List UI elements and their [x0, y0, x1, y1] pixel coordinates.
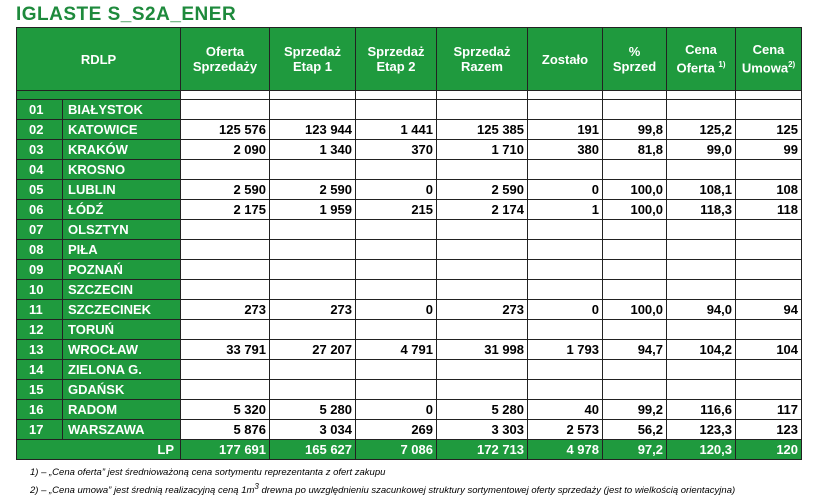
rdlp-number: 01	[17, 100, 63, 120]
table-row	[17, 420, 802, 440]
footnotes	[30, 466, 735, 498]
cell-razem: 5 280	[437, 400, 528, 420]
cell-etap1	[270, 360, 356, 380]
cell-etap2: 370	[356, 140, 437, 160]
total-oferta: 177 691	[181, 440, 270, 460]
cell-etap1: 123 944	[270, 120, 356, 140]
cell-etap2: 1 441	[356, 120, 437, 140]
cell-zostalo	[528, 260, 603, 280]
rdlp-number: 14	[17, 360, 63, 380]
cell-cena-umowa: 118	[736, 200, 802, 220]
cell-proc	[603, 320, 667, 340]
cell-razem	[437, 220, 528, 240]
table-header-row	[17, 28, 802, 91]
cell-razem	[437, 280, 528, 300]
cell-oferta: 33 791	[181, 340, 270, 360]
total-etap1: 165 627	[270, 440, 356, 460]
table-row	[17, 340, 802, 360]
cell-etap1	[270, 380, 356, 400]
cell-etap1: 27 207	[270, 340, 356, 360]
cell-cena-umowa	[736, 240, 802, 260]
cell-cena-umowa: 94	[736, 300, 802, 320]
header-etap2: Sprzedaż Etap 2	[356, 28, 437, 91]
cell-proc	[603, 380, 667, 400]
cell-razem	[437, 160, 528, 180]
rdlp-number: 09	[17, 260, 63, 280]
cell-oferta: 125 576	[181, 120, 270, 140]
cell-cena-umowa	[736, 160, 802, 180]
rdlp-number: 04	[17, 160, 63, 180]
cell-proc	[603, 220, 667, 240]
table-row	[17, 140, 802, 160]
rdlp-name: GDAŃSK	[63, 380, 181, 400]
rdlp-name: OLSZTYN	[63, 220, 181, 240]
cell-cena-umowa: 117	[736, 400, 802, 420]
cell-etap2: 0	[356, 180, 437, 200]
cell-proc	[603, 240, 667, 260]
cell-zostalo: 380	[528, 140, 603, 160]
cell-razem	[437, 360, 528, 380]
cell-zostalo: 191	[528, 120, 603, 140]
rdlp-name: WARSZAWA	[63, 420, 181, 440]
cell-razem	[437, 320, 528, 340]
cell-zostalo	[528, 160, 603, 180]
table-row	[17, 160, 802, 180]
table-row	[17, 180, 802, 200]
cell-razem	[437, 260, 528, 280]
cell-etap2: 0	[356, 400, 437, 420]
cell-etap2: 269	[356, 420, 437, 440]
rdlp-number: 06	[17, 200, 63, 220]
cell-oferta	[181, 160, 270, 180]
cell-oferta	[181, 220, 270, 240]
cell-etap1	[270, 220, 356, 240]
cell-cena-oferta	[667, 220, 736, 240]
cell-etap1	[270, 160, 356, 180]
table-row	[17, 200, 802, 220]
cell-etap1: 1 340	[270, 140, 356, 160]
cell-etap2	[356, 320, 437, 340]
header-cena-umowa: Cena Umowa$^{2)}$	[736, 28, 802, 91]
page-title: IGLASTE S_S2A_ENER	[16, 4, 237, 25]
cell-cena-oferta	[667, 280, 736, 300]
cell-oferta	[181, 380, 270, 400]
cell-razem: 125 385	[437, 120, 528, 140]
cell-proc: 100,0	[603, 300, 667, 320]
cell-etap1	[270, 100, 356, 120]
cell-oferta	[181, 240, 270, 260]
header-zostalo: Zostało	[528, 28, 603, 91]
rdlp-name: ŁÓDŹ	[63, 200, 181, 220]
cell-cena-umowa	[736, 360, 802, 380]
header-oferta: Oferta Sprzedaży	[181, 28, 270, 91]
cell-cena-oferta	[667, 320, 736, 340]
total-cena-umowa: 120	[736, 440, 802, 460]
total-row	[17, 440, 802, 460]
cell-oferta: 2 175	[181, 200, 270, 220]
rdlp-number: 16	[17, 400, 63, 420]
total-razem: 172 713	[437, 440, 528, 460]
cell-zostalo: 0	[528, 180, 603, 200]
cell-oferta	[181, 320, 270, 340]
cell-etap2	[356, 280, 437, 300]
cell-oferta	[181, 280, 270, 300]
cell-etap1: 2 590	[270, 180, 356, 200]
cell-proc	[603, 360, 667, 380]
cell-zostalo: 1	[528, 200, 603, 220]
spacer-row	[17, 91, 802, 100]
cell-cena-umowa	[736, 320, 802, 340]
cell-zostalo	[528, 360, 603, 380]
cell-cena-umowa: 99	[736, 140, 802, 160]
cell-etap1: 273	[270, 300, 356, 320]
total-proc: 97,2	[603, 440, 667, 460]
cell-oferta: 2 590	[181, 180, 270, 200]
rdlp-name: ZIELONA G.	[63, 360, 181, 380]
cell-proc	[603, 100, 667, 120]
cell-cena-umowa	[736, 280, 802, 300]
cell-cena-oferta: 94,0	[667, 300, 736, 320]
rdlp-name: KROSNO	[63, 160, 181, 180]
rdlp-number: 05	[17, 180, 63, 200]
cell-proc	[603, 160, 667, 180]
cell-proc: 56,2	[603, 420, 667, 440]
cell-proc: 100,0	[603, 200, 667, 220]
cell-cena-oferta: 125,2	[667, 120, 736, 140]
cell-razem: 3 303	[437, 420, 528, 440]
cell-etap2	[356, 100, 437, 120]
table-row	[17, 300, 802, 320]
rdlp-name: KRAKÓW	[63, 140, 181, 160]
rdlp-number: 02	[17, 120, 63, 140]
table-row	[17, 240, 802, 260]
cell-etap2	[356, 220, 437, 240]
cell-zostalo: 2 573	[528, 420, 603, 440]
cell-cena-oferta: 99,0	[667, 140, 736, 160]
rdlp-number: 08	[17, 240, 63, 260]
cell-cena-umowa: 125	[736, 120, 802, 140]
cell-proc: 99,2	[603, 400, 667, 420]
cell-etap1	[270, 320, 356, 340]
rdlp-number: 07	[17, 220, 63, 240]
cell-cena-umowa: 104	[736, 340, 802, 360]
cell-proc: 81,8	[603, 140, 667, 160]
cell-etap1	[270, 260, 356, 280]
cell-razem: 1 710	[437, 140, 528, 160]
rdlp-name: BIAŁYSTOK	[63, 100, 181, 120]
cell-cena-oferta	[667, 160, 736, 180]
cell-etap1: 1 959	[270, 200, 356, 220]
rdlp-number: 10	[17, 280, 63, 300]
cell-etap1	[270, 280, 356, 300]
cell-zostalo	[528, 220, 603, 240]
cell-zostalo	[528, 320, 603, 340]
cell-oferta	[181, 360, 270, 380]
header-etap1: Sprzedaż Etap 1	[270, 28, 356, 91]
rdlp-number: 11	[17, 300, 63, 320]
cell-razem	[437, 380, 528, 400]
cell-cena-oferta	[667, 380, 736, 400]
header-rdlp: RDLP	[17, 28, 181, 91]
cell-oferta: 2 090	[181, 140, 270, 160]
cell-zostalo	[528, 240, 603, 260]
cell-proc	[603, 280, 667, 300]
cell-cena-umowa	[736, 380, 802, 400]
cell-razem	[437, 100, 528, 120]
rdlp-name: POZNAŃ	[63, 260, 181, 280]
cell-cena-oferta: 123,3	[667, 420, 736, 440]
cell-cena-oferta: 108,1	[667, 180, 736, 200]
cell-oferta: 5 876	[181, 420, 270, 440]
cell-etap2	[356, 240, 437, 260]
rdlp-number: 12	[17, 320, 63, 340]
header-proc: % Sprzed	[603, 28, 667, 91]
sales-table	[16, 27, 802, 460]
rdlp-name: KATOWICE	[63, 120, 181, 140]
cell-oferta: 273	[181, 300, 270, 320]
table-row	[17, 360, 802, 380]
cell-cena-umowa	[736, 220, 802, 240]
rdlp-number: 15	[17, 380, 63, 400]
cell-cena-oferta	[667, 260, 736, 280]
cell-razem: 31 998	[437, 340, 528, 360]
cell-proc: 99,8	[603, 120, 667, 140]
cell-etap2: 0	[356, 300, 437, 320]
table-row	[17, 260, 802, 280]
cell-etap1: 3 034	[270, 420, 356, 440]
cell-proc	[603, 260, 667, 280]
table-row	[17, 220, 802, 240]
cell-etap2	[356, 160, 437, 180]
rdlp-name: TORUŃ	[63, 320, 181, 340]
cell-zostalo: 0	[528, 300, 603, 320]
cell-razem: 2 174	[437, 200, 528, 220]
cell-proc: 94,7	[603, 340, 667, 360]
cell-zostalo	[528, 280, 603, 300]
table-row	[17, 380, 802, 400]
rdlp-name: SZCZECINEK	[63, 300, 181, 320]
total-cena-oferta: 120,3	[667, 440, 736, 460]
cell-razem	[437, 240, 528, 260]
cell-cena-oferta: 118,3	[667, 200, 736, 220]
cell-cena-umowa	[736, 260, 802, 280]
cell-cena-umowa	[736, 100, 802, 120]
cell-etap1	[270, 240, 356, 260]
cell-etap2: 215	[356, 200, 437, 220]
total-etap2: 7 086	[356, 440, 437, 460]
cell-etap2	[356, 260, 437, 280]
cell-etap2: 4 791	[356, 340, 437, 360]
rdlp-name: RADOM	[63, 400, 181, 420]
cell-zostalo: 40	[528, 400, 603, 420]
table-row	[17, 120, 802, 140]
rdlp-name: LUBLIN	[63, 180, 181, 200]
rdlp-name: WROCŁAW	[63, 340, 181, 360]
table-row	[17, 400, 802, 420]
cell-zostalo	[528, 100, 603, 120]
total-zostalo: 4 978	[528, 440, 603, 460]
cell-cena-oferta	[667, 240, 736, 260]
total-label: LP	[17, 440, 181, 460]
cell-etap2	[356, 360, 437, 380]
cell-cena-oferta: 104,2	[667, 340, 736, 360]
rdlp-name: PIŁA	[63, 240, 181, 260]
cell-cena-umowa: 123	[736, 420, 802, 440]
cell-etap2	[356, 380, 437, 400]
header-razem: Sprzedaż Razem	[437, 28, 528, 91]
rdlp-number: 13	[17, 340, 63, 360]
footnote-2: 2) – „Cena umowa” jest średnią realizacyjną ceną $1m^3$ drewna po uwzględnieniu szacunkowej struktury sortymentowej oferty sprzedaży (jest to wielkością orientacyjna)	[30, 482, 736, 497]
footnote-1: 1) – „Cena oferta” jest średnioważoną cena sortymentu reprezentanta z ofert zakupu	[30, 467, 386, 478]
cell-oferta: 5 320	[181, 400, 270, 420]
table-row	[17, 280, 802, 300]
cell-cena-oferta	[667, 100, 736, 120]
cell-etap1: 5 280	[270, 400, 356, 420]
cell-cena-umowa: 108	[736, 180, 802, 200]
header-cena-oferta: Cena Oferta $^{1)}$	[667, 28, 736, 91]
cell-cena-oferta: 116,6	[667, 400, 736, 420]
cell-razem: 273	[437, 300, 528, 320]
table-row	[17, 100, 802, 120]
cell-zostalo: 1 793	[528, 340, 603, 360]
rdlp-name: SZCZECIN	[63, 280, 181, 300]
cell-zostalo	[528, 380, 603, 400]
cell-proc: 100,0	[603, 180, 667, 200]
cell-razem: 2 590	[437, 180, 528, 200]
table-row	[17, 320, 802, 340]
cell-oferta	[181, 100, 270, 120]
rdlp-number: 17	[17, 420, 63, 440]
cell-oferta	[181, 260, 270, 280]
cell-cena-oferta	[667, 360, 736, 380]
rdlp-number: 03	[17, 140, 63, 160]
